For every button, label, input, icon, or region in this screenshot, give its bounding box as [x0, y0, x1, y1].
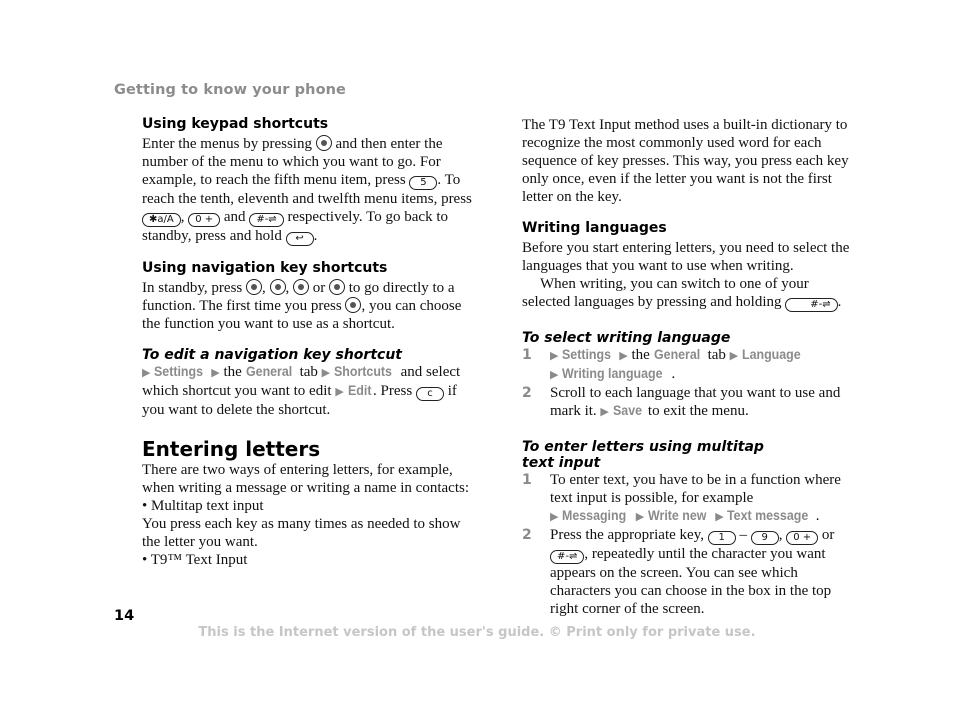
menu-writing-language: Writing language: [562, 366, 663, 381]
writing-languages-p1: Before you start entering letters, you need to select the languages that you want to use when writing.: [522, 240, 850, 274]
keypad-shortcuts-text: Enter the menus by pressing and then enter the number of the menu to which you want to go. For example, to reach the fifth menu item, press 5 . To reach the tenth, eleventh and twelfth menu items, press ✱a/A , 0 + and #-⇌ respectively. To go back to standby, press and hold ↩ .: [142, 136, 472, 244]
step-text: Press the appropriate key, 1 – 9 , 0 + or #-⇌ , repeatedly until the character you want appears on the screen. You can see which characters you can choose in the box in the top right corner of the screen.: [550, 527, 835, 617]
entering-letters-heading: Entering letters: [142, 437, 321, 461]
menu-text-message: Text message: [727, 508, 809, 523]
key-1-icon: 1: [708, 531, 736, 545]
arrow-icon: ▶: [550, 369, 559, 381]
entering-intro: There are two ways of entering letters, for example, when writing a message or writing a name in contacts:: [142, 462, 469, 496]
key-0-icon: 0 +: [188, 213, 220, 227]
arrow-icon: ▶: [619, 350, 628, 362]
right-column: [522, 116, 852, 618]
step: [522, 384, 852, 421]
writing-languages-p2: When writing, you can switch to one of your selected languages by pressing and holding #-⇌ .: [522, 276, 842, 310]
edit-shortcut-heading: To edit a navigation key shortcut: [142, 347, 402, 363]
arrow-icon: ▶: [550, 350, 559, 362]
multitap-heading: To enter letters using multitap text input: [522, 439, 764, 471]
key-0-icon: 0 +: [786, 531, 818, 545]
step-number: 1: [522, 347, 532, 363]
select-language-heading: To select writing language: [522, 330, 731, 346]
arrow-icon: ▶: [635, 511, 645, 523]
multitap-desc: You press each key as many times as needed to show the letter you want.: [142, 516, 461, 550]
step-text: ▶ Settings ▶ the General tab ▶ Language ▶ Writing language .: [550, 347, 801, 382]
menu-general: General: [653, 347, 700, 362]
arrow-icon: ▶: [600, 406, 609, 418]
arrow-icon: ▶: [335, 386, 344, 398]
page-number: 14: [114, 608, 135, 624]
running-head: Getting to know your phone: [114, 82, 346, 98]
back-key-icon: ↩: [286, 232, 314, 246]
arrow-icon: ▶: [715, 511, 724, 523]
menu-general: General: [245, 364, 292, 379]
key-hash-icon: #-⇌: [785, 298, 837, 312]
arrow-icon: ▶: [729, 350, 739, 362]
keypad-shortcuts-heading: Using keypad shortcuts: [142, 116, 329, 132]
menu-shortcuts: Shortcuts: [333, 364, 392, 379]
menu-write-new: Write new: [647, 508, 707, 523]
t9-paragraph: The T9 Text Input method uses a built-in dictionary to recognize the most commonly used word for each sequence of key presses. This way, you press each key only once, even if the letter you want is not the first letter on the key.: [522, 117, 849, 205]
left-column: [142, 116, 477, 569]
menu-edit: Edit: [347, 383, 371, 398]
menu-language: Language: [741, 347, 801, 362]
nav-left-icon: [293, 279, 309, 295]
key-hash-icon: #-⇌: [550, 550, 584, 564]
bullet-multitap: • Multitap text input: [142, 498, 264, 514]
nav-shortcuts-heading: Using navigation key shortcuts: [142, 260, 388, 276]
menu-messaging: Messaging: [562, 508, 627, 523]
clear-key-icon: c: [416, 387, 444, 401]
writing-languages-heading: Writing languages: [522, 220, 667, 236]
menu-settings: Settings: [562, 347, 612, 362]
nav-down-icon: [270, 279, 286, 295]
footer-notice: This is the Internet version of the user's guide. © Print only for private use.: [198, 625, 756, 640]
nav-up-icon: [246, 279, 262, 295]
arrow-icon: ▶: [550, 511, 559, 523]
arrow-icon: ▶: [142, 367, 151, 379]
key-star-icon: ✱a/A: [142, 213, 181, 227]
step-number: 2: [522, 385, 532, 401]
nav-right-icon: [329, 279, 345, 295]
step-number: 1: [522, 472, 532, 488]
key-hash-icon: #-⇌: [249, 213, 283, 227]
key-9-icon: 9: [751, 531, 779, 545]
arrow-icon: ▶: [211, 367, 220, 379]
bullet-t9: • T9™ Text Input: [142, 552, 248, 568]
step-number: 2: [522, 527, 532, 543]
step: [522, 471, 852, 526]
menu-save: Save: [612, 403, 642, 418]
nav-key-icon: [345, 297, 361, 313]
menu-settings: Settings: [154, 364, 204, 379]
step: [522, 346, 852, 384]
nav-shortcuts-text: In standby, press , , or to go directly to a function. The first time you press , you can choose the function you want to use as a shortcut.: [142, 280, 462, 332]
edit-shortcut-text: ▶ Settings ▶ the General tab ▶ Shortcuts and select which shortcut you want to edit ▶ Edit . Press c if you want to delete the shortcut.: [142, 364, 461, 418]
step-text: Scroll to each language that you want to use and mark it. ▶ Save to exit the menu.: [550, 385, 841, 419]
select-key-icon: [316, 135, 332, 151]
arrow-icon: ▶: [321, 367, 331, 379]
key-5-icon: 5: [409, 176, 437, 190]
step-text: To enter text, you have to be in a function where text input is possible, for example ▶ Messaging ▶ Write new ▶ Text message .: [550, 472, 841, 524]
step: [522, 526, 852, 618]
